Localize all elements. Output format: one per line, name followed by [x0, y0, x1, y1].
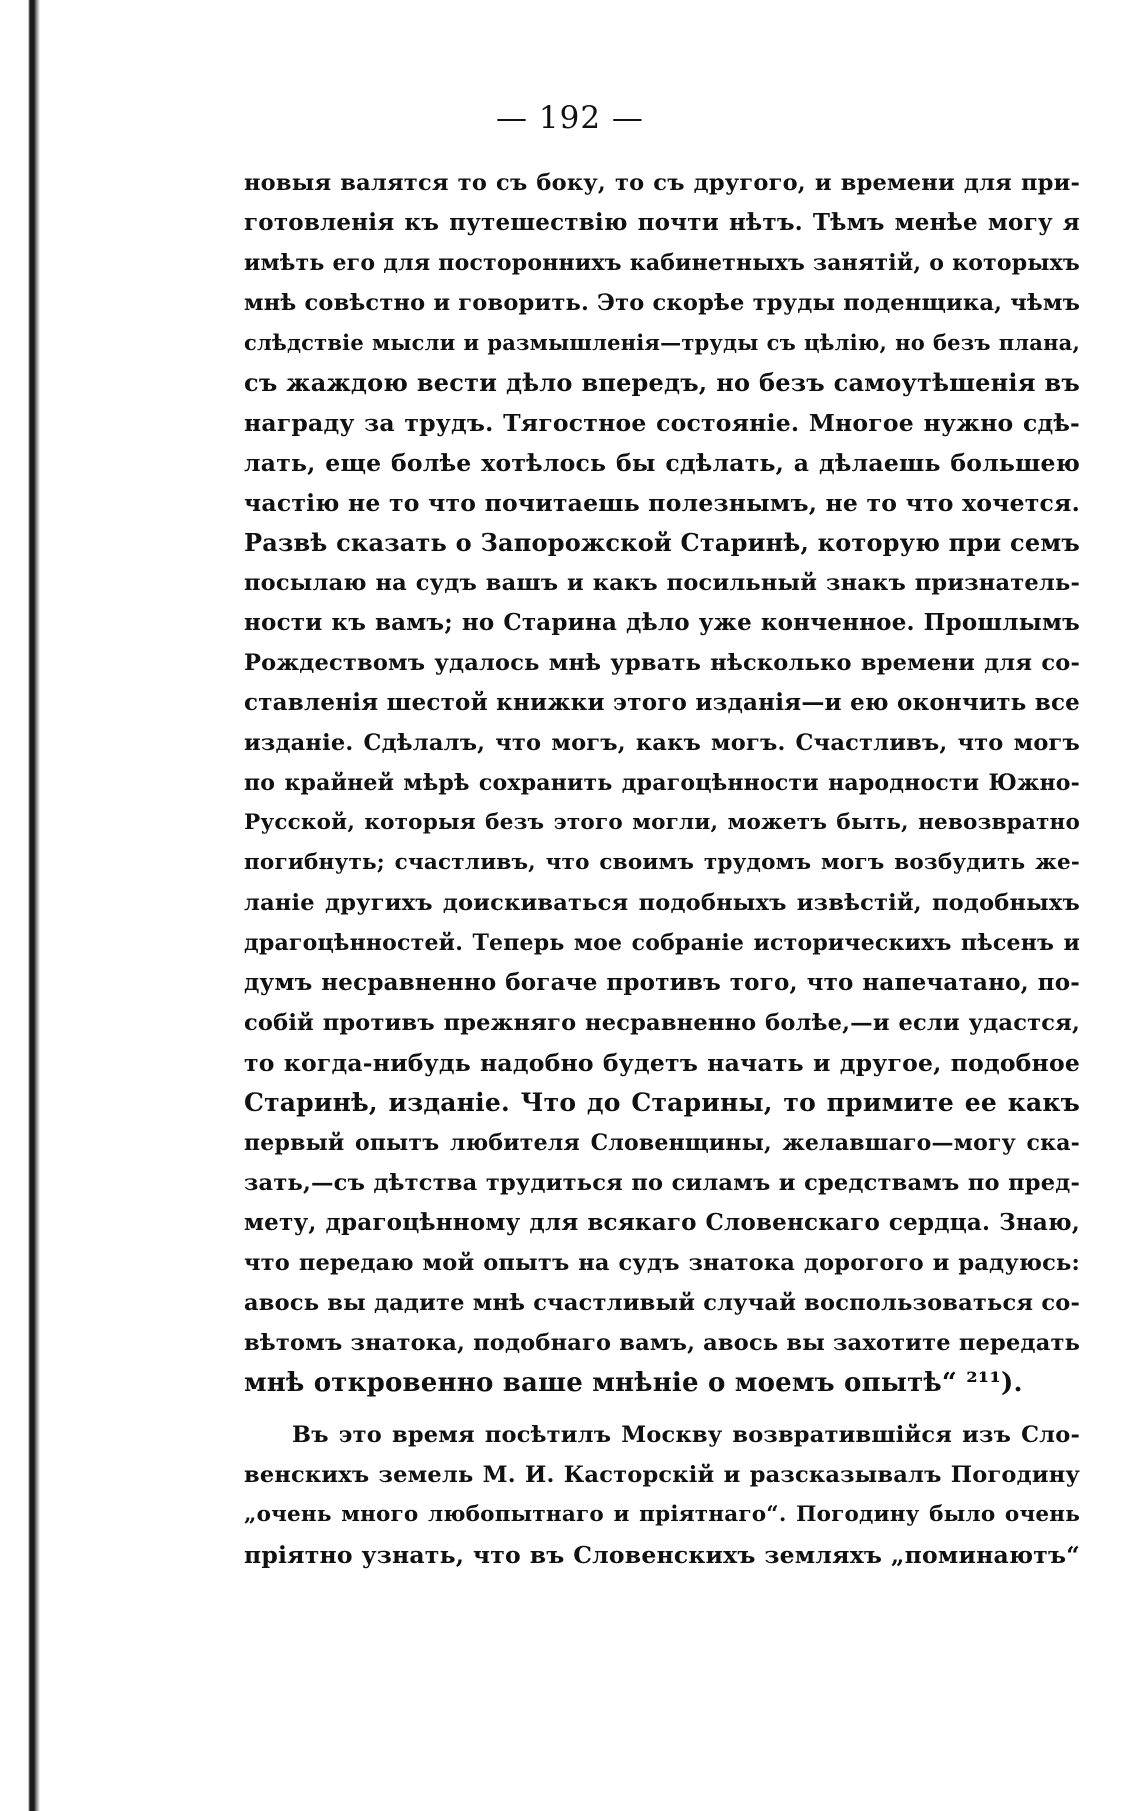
- text-line: мету, драгоцѣнному для всякаго Словенскаго сердца. Знаю,: [244, 1209, 1080, 1236]
- text-line: первый опытъ любителя Словенщины, желавшаго—могу ска-: [244, 1130, 1080, 1156]
- text-line: награду за трудъ. Тягостное состояніе. Многое нужно сдѣ-: [244, 409, 1080, 437]
- text-line: собій противъ прежняго несравненно болѣе,—и если удастся,: [244, 1010, 1080, 1036]
- text-line: вѣтомъ знатока, подобнаго вамъ, авось вы захотите передать: [244, 1330, 1081, 1356]
- page-number: — 192 —: [496, 100, 644, 136]
- text-line: пріятно узнать, что въ Словенскихъ земляхъ „поминаютъ“: [244, 1541, 1080, 1569]
- text-line: зать,—съ дѣтства трудиться по силамъ и средствамъ по пред-: [244, 1170, 1080, 1196]
- text-line: изданіе. Сдѣлалъ, что могъ, какъ могъ. Счастливъ, что могъ: [244, 730, 1080, 756]
- text-line: ланіе другихъ доискиваться подобныхъ извѣстій, подобныхъ: [244, 890, 1080, 916]
- text-line: частію не то что почитаешь полезнымъ, не то что хочется.: [244, 489, 1080, 517]
- text-line: Въ это время посѣтилъ Москву возвратившійся изъ Сло-: [292, 1422, 1080, 1448]
- text-line: ставленія шестой книжки этого изданія—и ею окончить все: [244, 689, 1080, 716]
- text-line: по крайней мѣрѣ сохранить драгоцѣнности народности Южно-: [244, 770, 1080, 796]
- text-line: мнѣ откровенно ваше мнѣніе о моемъ опытѣ“ ²¹¹).: [244, 1368, 1023, 1398]
- text-line: венскихъ земель М. И. Касторскій и разсказывалъ Погодину: [244, 1462, 1080, 1488]
- text-line: Старинѣ, изданіе. Что до Старины, то примите ее какъ: [244, 1088, 1080, 1117]
- text-line: Русской, которыя безъ этого могли, можетъ быть, невозвратно: [244, 810, 1080, 835]
- text-line: Рождествомъ удалось мнѣ урвать нѣсколько времени для со-: [244, 650, 1080, 676]
- text-line: имѣть его для постороннихъ кабинетныхъ занятій, о которыхъ: [244, 250, 1080, 276]
- paragraph-2: [244, 1415, 1080, 1575]
- paragraph-gap: [244, 1403, 1080, 1415]
- text-line: слѣдствіе мысли и размышленія—труды съ цѣлію, но безъ плана,: [244, 330, 1080, 355]
- text-line: что передаю мой опытъ на судъ знатока дорогого и радуюсь:: [244, 1250, 1080, 1276]
- body-text: [244, 163, 1080, 1575]
- text-line: мнѣ совѣстно и говорить. Это скорѣе труды поденщика, чѣмъ: [244, 290, 1081, 316]
- text-line: съ жаждою вести дѣло впередъ, но безъ самоутѣшенія въ: [244, 368, 1080, 397]
- text-line: думъ несравненно богаче противъ того, что напечатано, по-: [244, 969, 1080, 996]
- text-line: лать, еще болѣе хотѣлось бы сдѣлать, а дѣлаешь большею: [244, 449, 1080, 477]
- text-line: авось вы дадите мнѣ счастливый случай воспользоваться со-: [244, 1290, 1080, 1316]
- book-spine-shadow: [0, 0, 40, 1811]
- text-line: посылаю на судъ вашъ и какъ посильный знакъ признатель-: [244, 570, 1080, 596]
- text-line: „очень много любопытнаго и пріятнаго“. Погодину было очень: [244, 1502, 1080, 1527]
- text-line: то когда-нибудь надобно будетъ начать и другое, подобное: [244, 1049, 1080, 1077]
- text-line: драгоцѣнностей. Теперь мое собраніе историческихъ пѣсенъ и: [244, 930, 1080, 956]
- paragraph-1: [244, 163, 1080, 1403]
- text-line: ности къ вамъ; но Старина дѣло уже конченное. Прошлымъ: [244, 609, 1080, 636]
- text-line: Развѣ сказать о Запорожской Старинѣ, которую при семъ: [244, 528, 1080, 557]
- text-line: погибнуть; счастливъ, что своимъ трудомъ могъ возбудить же-: [244, 850, 1080, 875]
- text-line: готовленія къ путешествію почти нѣтъ. Тѣмъ менѣе могу я: [244, 209, 1080, 236]
- text-line: новыя валятся то съ боку, то съ другого, и времени для при-: [244, 170, 1080, 196]
